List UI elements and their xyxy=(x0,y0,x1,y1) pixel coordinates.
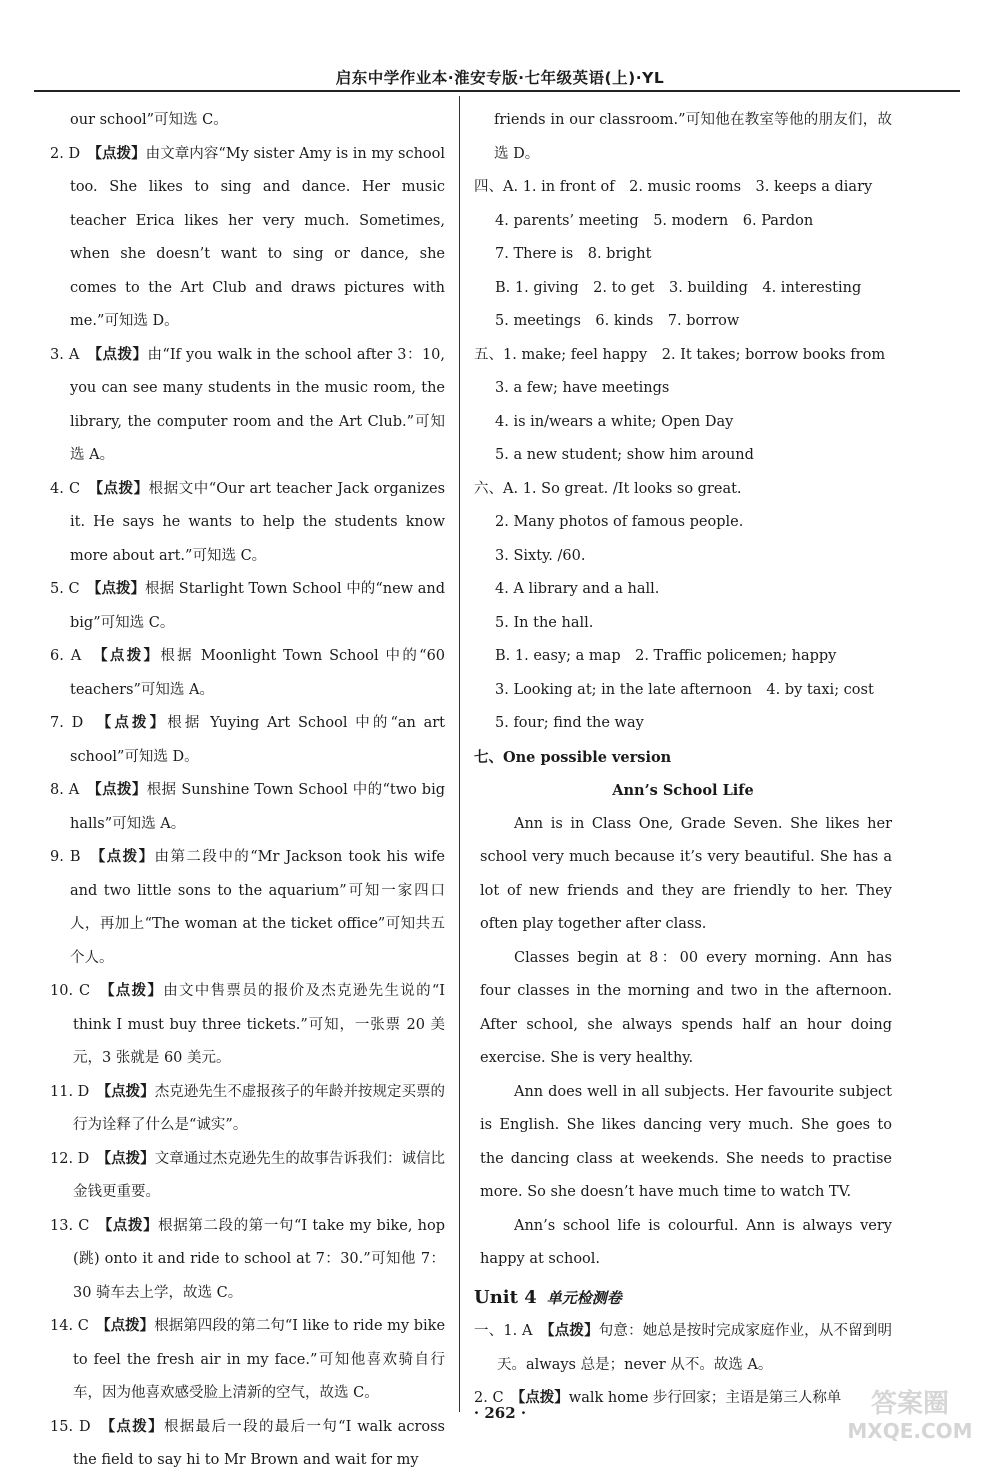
answer-line: 六、A. 1. So great. /It looks so great. xyxy=(474,480,742,497)
answer-item xyxy=(50,573,445,640)
hint-label: 【点拨】 xyxy=(107,1418,164,1435)
page-number: · 262 · xyxy=(473,1404,527,1422)
answer-text: 根据第二段的第一句“I take my bike, hop (跳) onto it and ride to school at 7：30.”可知他 7：30 骑车去上学，故选 C。 xyxy=(73,1217,445,1301)
essay-paragraph: Ann’s school life is colourful. Ann is always very happy at school. xyxy=(480,1217,892,1267)
answer-line: 4. parents’ meeting 5. modern 6. Pardon xyxy=(495,212,814,229)
hint-label: 【点拨】 xyxy=(547,1323,599,1339)
answer-item xyxy=(50,774,445,841)
essay-paragraph: Ann is in Class One, Grade Seven. She likes her school very much because it’s very beautiful. She has a lot of new friends and they are friendly to her. They often play together after class. xyxy=(480,815,892,932)
answer-number: 13. C xyxy=(50,1217,90,1234)
answer-text: 杰克逊先生不虚报孩子的年龄并按规定买票的行为诠释了什么是“诚实”。 xyxy=(73,1083,446,1133)
hint-label: 【点拨】 xyxy=(94,581,146,597)
essay-paragraph: Ann does well in all subjects. Her favourite subject is English. She likes dancing very much. She goes to the dancing class at weekends. She needs to practise more. So she doesn’t have much time to watch TV. xyxy=(480,1083,892,1200)
answer-text: 根据 Starlight Town School 中的“new and big”可知选 C。 xyxy=(70,581,445,631)
answer-line: 3. a few; have meetings xyxy=(495,380,670,396)
answer-line: 3. Sixty. /60. xyxy=(495,547,586,564)
answer-line: B. 1. easy; a map 2. Traffic policemen; happy xyxy=(495,648,837,664)
hint-label: 【点拨】 xyxy=(94,346,148,363)
answer-text: 根据最后一段的最后一句“I walk across the field to say hi to Mr Brown and wait for my xyxy=(73,1418,446,1468)
hint-label: 【点拨】 xyxy=(107,983,164,999)
unit-label: Unit 4 xyxy=(474,1286,537,1308)
answer-item xyxy=(50,975,445,1076)
essay-paragraph: Classes begin at 8：00 every morning. Ann has four classes in the morning and two in the afternoon. After school, she always spends half an hour doing exercise. She is very healthy. xyxy=(480,949,892,1066)
answer-number: 4. C xyxy=(50,480,81,497)
answer-line: 7. There is 8. bright xyxy=(495,246,652,262)
answer-number: 6. A xyxy=(50,648,82,664)
answer-text: 文章通过杰克逊先生的故事告诉我们：诚信比金钱更重要。 xyxy=(73,1150,446,1200)
answer-text: walk home 步行回家；主语是第三人称单 xyxy=(568,1390,842,1406)
answer-continuation: our school”可知选 C。 xyxy=(70,112,228,128)
hint-label: 【点拨】 xyxy=(100,648,161,664)
section-seven-label: 七、One possible version xyxy=(474,748,672,766)
answer-text: 根据 Yuying Art School 中的“an art school”可知选 D。 xyxy=(70,715,445,765)
answer-text: 由第二段中的“Mr Jackson took his wife and two little sons to the aquarium”可知一家四口人，再加上“The woman at the ticket office”可知共五个人。 xyxy=(70,849,446,966)
watermark-logo-icon xyxy=(830,1382,990,1444)
answer-text: 由文中售票员的报价及杰克逊先生说的“I think I must buy three tickets.”可知，一张票 20 美元，3 张就是 60 美元。 xyxy=(73,983,446,1066)
answer-item xyxy=(50,1076,445,1143)
column-divider xyxy=(459,96,460,1412)
answer-text: 根据第四段的第二句“I like to ride my bike to feel the fresh air in my face.”可知他喜欢骑自行车，因为他喜欢感受脸上清新的空气，故选 C。 xyxy=(73,1318,446,1401)
answer-number: 12. D xyxy=(50,1150,90,1167)
hint-label: 【点拨】 xyxy=(518,1390,569,1406)
answer-item xyxy=(50,707,445,774)
answer-text: 由文章内容“My sister Amy is in my school too. She likes to sing and dance. Her music teacher Erica likes her very much. Sometimes, when she doesn’t want to sing or dance, she comes to the Art Club and draws pictures with me.”可知选 D。 xyxy=(70,145,446,329)
answer-item xyxy=(50,473,445,574)
answer-line: 3. Looking at; in the late afternoon 4. by taxi; cost xyxy=(495,681,874,698)
answer-number: 2. D xyxy=(50,145,81,162)
hint-label: 【点拨】 xyxy=(105,1217,159,1234)
answer-item xyxy=(50,138,445,339)
answer-number: 9. B xyxy=(50,849,81,865)
unit-heading xyxy=(474,1281,892,1316)
answer-line: B. 1. giving 2. to get 3. building 4. interesting xyxy=(495,279,862,296)
answer-line: 5. meetings 6. kinds 7. borrow xyxy=(495,313,740,329)
answer-text: 句意：她总是按时完成家庭作业，从不留到明天。always 总是；never 从不。故选 A。 xyxy=(497,1323,893,1373)
hint-label: 【点拨】 xyxy=(103,1150,155,1167)
answer-line: 5. four; find the way xyxy=(495,715,644,731)
answer-number: 2. C xyxy=(474,1390,504,1406)
unit-answer-1 xyxy=(474,1315,892,1382)
answer-line: 5. In the hall. xyxy=(495,614,594,631)
answer-number: 15. D xyxy=(50,1418,91,1435)
right-column xyxy=(474,104,892,1416)
answer-number: 11. D xyxy=(50,1083,90,1100)
section-five xyxy=(474,339,892,473)
answer-number: 7. D xyxy=(50,715,84,731)
answer-line: 四、A. 1. in front of 2. music rooms 3. keeps a diary xyxy=(474,179,873,195)
essay-title: Ann’s School Life xyxy=(612,782,754,799)
answer-number: 5. C xyxy=(50,581,80,597)
answer-text: 由“If you walk in the school after 3：10, you can see many students in the music room, the library, the computer room and the Art Club.”可知选 A。 xyxy=(70,346,445,463)
answer-text: 根据 Sunshine Town School 中的“two big halls”可知选 A。 xyxy=(70,782,446,832)
answer-text: 根据 Moonlight Town School 中的“60 teachers”可知选 A。 xyxy=(70,648,446,698)
hint-label: 【点拨】 xyxy=(94,782,147,798)
answer-item xyxy=(50,1143,445,1210)
answer-number: 3. A xyxy=(50,346,80,363)
answer-continuation: friends in our classroom.”可知他在教室等他的朋友们，故选 D。 xyxy=(494,112,892,162)
hint-label: 【点拨】 xyxy=(94,145,146,162)
header-rule xyxy=(34,90,960,92)
answer-text: 根据文中“Our art teacher Jack organizes it. He says he wants to help the students know more about art.”可知选 C。 xyxy=(70,480,446,564)
answer-item xyxy=(50,339,445,473)
answer-item xyxy=(50,1310,445,1411)
hint-label: 【点拨】 xyxy=(95,480,149,497)
answer-line: 4. A library and a hall. xyxy=(495,581,660,597)
answer-number: 14. C xyxy=(50,1318,89,1334)
answer-item xyxy=(50,1210,445,1311)
answer-item xyxy=(50,1411,445,1478)
answer-item xyxy=(50,640,445,707)
hint-label: 【点拨】 xyxy=(103,715,168,731)
answer-number: 一、1. A xyxy=(474,1323,533,1339)
answer-number: 10. C xyxy=(50,983,91,999)
page-header: 启东中学作业本·淮安专版·七年级英语(上)·YL xyxy=(335,69,665,87)
essay xyxy=(474,808,892,1277)
answer-line: 2. Many photos of famous people. xyxy=(495,514,744,530)
left-column xyxy=(50,104,445,1478)
answer-line: 五、1. make; feel happy 2. It takes; borrow books from xyxy=(474,346,886,363)
hint-label: 【点拨】 xyxy=(103,1318,155,1334)
section-four xyxy=(474,171,892,339)
unit-subtitle: 单元检测卷 xyxy=(546,1288,622,1307)
answer-line: 4. is in/wears a white; Open Day xyxy=(495,413,734,430)
answer-number: 8. A xyxy=(50,782,80,798)
svg-text:答案圈: 答案圈 xyxy=(870,1389,950,1419)
hint-label: 【点拨】 xyxy=(97,849,155,865)
section-six xyxy=(474,473,892,741)
answer-line: 5. a new student; show him around xyxy=(495,447,754,463)
hint-label: 【点拨】 xyxy=(103,1083,155,1100)
svg-text:MXQE.COM: MXQE.COM xyxy=(847,1419,973,1443)
answer-item xyxy=(50,841,445,975)
